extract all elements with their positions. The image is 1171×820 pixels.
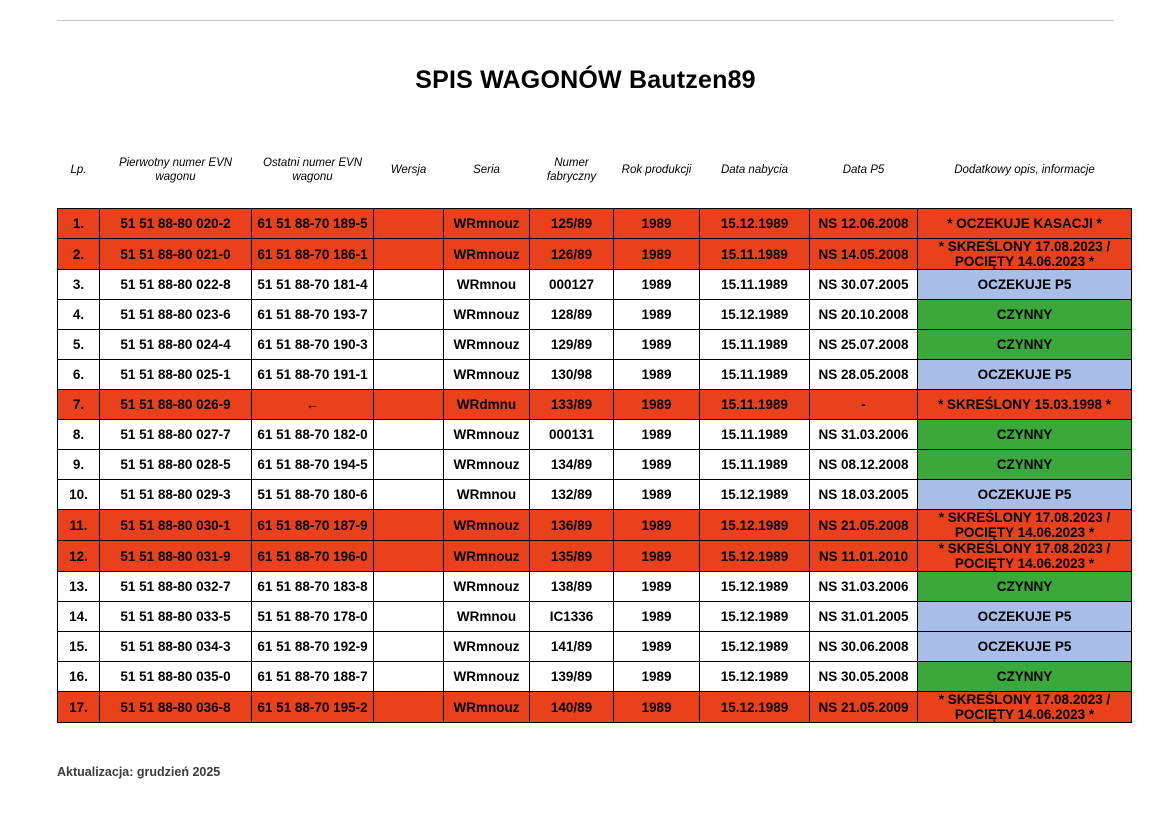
cell-data-nabycia: 15.12.1989 (700, 692, 810, 723)
cell-numer-fabryczny: 132/89 (530, 480, 614, 510)
cell-lp: 4. (58, 300, 100, 330)
cell-seria: WRmnouz (444, 662, 530, 692)
table-row (58, 632, 1132, 662)
cell-rok-produkcji: 1989 (614, 572, 700, 602)
cell-last-evn: 61 51 88-70 186-1 (252, 239, 374, 270)
cell-last-evn: 61 51 88-70 195-2 (252, 692, 374, 723)
wagon-table (57, 136, 1132, 723)
cell-first-evn: 51 51 88-80 033-5 (100, 602, 252, 632)
column-header-wersja: Wersja (390, 163, 427, 176)
cell-opis: * OCZEKUJE KASACJI * (918, 209, 1132, 239)
cell-seria: WRmnouz (444, 510, 530, 541)
column-header-rok-produkcji: Rok produkcji (621, 163, 692, 176)
cell-data-nabycia: 15.11.1989 (700, 450, 810, 480)
cell-data-p5: NS 20.10.2008 (810, 300, 918, 330)
cell-numer-fabryczny: 000127 (530, 270, 614, 300)
column-header-lp: Lp. (70, 163, 87, 176)
cell-seria: WRmnou (444, 270, 530, 300)
cell-rok-produkcji: 1989 (614, 270, 700, 300)
cell-numer-fabryczny: 000131 (530, 420, 614, 450)
cell-rok-produkcji: 1989 (614, 662, 700, 692)
table-row (58, 330, 1132, 360)
cell-wersja (374, 450, 444, 480)
cell-last-evn: 61 51 88-70 193-7 (252, 300, 374, 330)
cell-lp: 1. (58, 209, 100, 239)
cell-first-evn: 51 51 88-80 036-8 (100, 692, 252, 723)
cell-rok-produkcji: 1989 (614, 632, 700, 662)
cell-data-nabycia: 15.12.1989 (700, 510, 810, 541)
cell-data-p5: NS 08.12.2008 (810, 450, 918, 480)
cell-first-evn: 51 51 88-80 021-0 (100, 239, 252, 270)
cell-rok-produkcji: 1989 (614, 390, 700, 420)
column-header-opis: Dodatkowy opis, informacje (954, 163, 1095, 176)
wagon-table-container (57, 136, 1131, 723)
cell-data-nabycia: 15.11.1989 (700, 360, 810, 390)
cell-wersja (374, 541, 444, 572)
cell-numer-fabryczny: 134/89 (530, 450, 614, 480)
cell-wersja (374, 270, 444, 300)
cell-rok-produkcji: 1989 (614, 300, 700, 330)
cell-first-evn: 51 51 88-80 032-7 (100, 572, 252, 602)
table-row (58, 692, 1132, 723)
cell-seria: WRmnouz (444, 360, 530, 390)
cell-rok-produkcji: 1989 (614, 602, 700, 632)
cell-lp: 6. (58, 360, 100, 390)
cell-numer-fabryczny: 126/89 (530, 239, 614, 270)
cell-first-evn: 51 51 88-80 027-7 (100, 420, 252, 450)
cell-first-evn: 51 51 88-80 024-4 (100, 330, 252, 360)
cell-data-nabycia: 15.12.1989 (700, 541, 810, 572)
cell-last-evn: 51 51 88-70 180-6 (252, 480, 374, 510)
cell-seria: WRmnouz (444, 572, 530, 602)
cell-rok-produkcji: 1989 (614, 360, 700, 390)
table-row (58, 450, 1132, 480)
cell-opis: OCZEKUJE P5 (918, 360, 1132, 390)
cell-lp: 9. (58, 450, 100, 480)
cell-rok-produkcji: 1989 (614, 541, 700, 572)
cell-data-p5: NS 31.03.2006 (810, 572, 918, 602)
cell-numer-fabryczny: IC1336 (530, 602, 614, 632)
cell-data-p5: NS 30.07.2005 (810, 270, 918, 300)
cell-data-p5: NS 14.05.2008 (810, 239, 918, 270)
cell-opis: OCZEKUJE P5 (918, 480, 1132, 510)
cell-seria: WRmnouz (444, 330, 530, 360)
cell-data-p5: NS 21.05.2008 (810, 510, 918, 541)
cell-seria: WRmnou (444, 602, 530, 632)
cell-wersja (374, 662, 444, 692)
table-row (58, 602, 1132, 632)
cell-data-p5: NS 28.05.2008 (810, 360, 918, 390)
cell-wersja (374, 360, 444, 390)
cell-wersja (374, 572, 444, 602)
cell-lp: 13. (58, 572, 100, 602)
cell-opis: OCZEKUJE P5 (918, 602, 1132, 632)
table-row (58, 662, 1132, 692)
cell-rok-produkcji: 1989 (614, 209, 700, 239)
cell-numer-fabryczny: 141/89 (530, 632, 614, 662)
cell-opis: CZYNNY (918, 300, 1132, 330)
cell-first-evn: 51 51 88-80 031-9 (100, 541, 252, 572)
cell-rok-produkcji: 1989 (614, 330, 700, 360)
cell-data-nabycia: 15.12.1989 (700, 572, 810, 602)
cell-wersja (374, 209, 444, 239)
cell-data-p5: NS 31.01.2005 (810, 602, 918, 632)
cell-last-evn: 51 51 88-70 181-4 (252, 270, 374, 300)
cell-data-nabycia: 15.11.1989 (700, 420, 810, 450)
top-divider (57, 20, 1114, 21)
cell-first-evn: 51 51 88-80 030-1 (100, 510, 252, 541)
cell-numer-fabryczny: 125/89 (530, 209, 614, 239)
cell-rok-produkcji: 1989 (614, 420, 700, 450)
cell-last-evn: 61 51 88-70 190-3 (252, 330, 374, 360)
cell-data-p5: NS 30.06.2008 (810, 632, 918, 662)
cell-data-p5: NS 18.03.2005 (810, 480, 918, 510)
cell-opis: CZYNNY (918, 420, 1132, 450)
cell-numer-fabryczny: 130/98 (530, 360, 614, 390)
cell-numer-fabryczny: 133/89 (530, 390, 614, 420)
cell-rok-produkcji: 1989 (614, 480, 700, 510)
cell-lp: 14. (58, 602, 100, 632)
cell-data-nabycia: 15.12.1989 (700, 209, 810, 239)
cell-lp: 3. (58, 270, 100, 300)
cell-seria: WRmnouz (444, 300, 530, 330)
cell-numer-fabryczny: 135/89 (530, 541, 614, 572)
cell-wersja (374, 239, 444, 270)
cell-data-nabycia: 15.11.1989 (700, 270, 810, 300)
page-title: SPIS WAGONÓW Bautzen89 (415, 66, 756, 94)
cell-lp: 8. (58, 420, 100, 450)
cell-wersja (374, 510, 444, 541)
cell-last-evn: 61 51 88-70 196-0 (252, 541, 374, 572)
cell-rok-produkcji: 1989 (614, 450, 700, 480)
cell-data-nabycia: 15.11.1989 (700, 390, 810, 420)
cell-lp: 11. (58, 510, 100, 541)
cell-numer-fabryczny: 136/89 (530, 510, 614, 541)
cell-opis: OCZEKUJE P5 (918, 632, 1132, 662)
cell-data-p5: - (810, 390, 918, 420)
table-row (58, 572, 1132, 602)
cell-wersja (374, 330, 444, 360)
table-row (58, 541, 1132, 572)
cell-lp: 16. (58, 662, 100, 692)
column-header-first-evn: Pierwotny numer EVN wagonu (118, 156, 233, 183)
cell-last-evn: 61 51 88-70 189-5 (252, 209, 374, 239)
cell-seria: WRmnouz (444, 239, 530, 270)
cell-seria: WRmnouz (444, 541, 530, 572)
table-row (58, 209, 1132, 239)
cell-last-evn: 61 51 88-70 192-9 (252, 632, 374, 662)
cell-opis: CZYNNY (918, 450, 1132, 480)
table-row (58, 360, 1132, 390)
column-header-data-nabycia: Data nabycia (720, 163, 789, 176)
cell-first-evn: 51 51 88-80 029-3 (100, 480, 252, 510)
cell-wersja (374, 390, 444, 420)
cell-opis: * SKREŚLONY 17.08.2023 / POCIĘTY 14.06.2023 * (918, 692, 1132, 723)
cell-last-evn: 61 51 88-70 183-8 (252, 572, 374, 602)
cell-last-evn: 61 51 88-70 188-7 (252, 662, 374, 692)
cell-numer-fabryczny: 128/89 (530, 300, 614, 330)
cell-seria: WRdmnu (444, 390, 530, 420)
cell-first-evn: 51 51 88-80 034-3 (100, 632, 252, 662)
cell-rok-produkcji: 1989 (614, 692, 700, 723)
cell-first-evn: 51 51 88-80 020-2 (100, 209, 252, 239)
cell-data-p5: NS 12.06.2008 (810, 209, 918, 239)
cell-data-nabycia: 15.12.1989 (700, 662, 810, 692)
cell-opis: * SKREŚLONY 17.08.2023 / POCIĘTY 14.06.2023 * (918, 510, 1132, 541)
cell-seria: WRmnouz (444, 209, 530, 239)
cell-data-p5: NS 30.05.2008 (810, 662, 918, 692)
column-header-numer-fabryczny: Numer fabryczny (546, 156, 597, 183)
cell-lp: 17. (58, 692, 100, 723)
cell-data-p5: NS 21.05.2009 (810, 692, 918, 723)
cell-lp: 2. (58, 239, 100, 270)
cell-data-nabycia: 15.11.1989 (700, 239, 810, 270)
table-row (58, 480, 1132, 510)
cell-wersja (374, 420, 444, 450)
table-header (58, 136, 1132, 209)
cell-numer-fabryczny: 129/89 (530, 330, 614, 360)
cell-wersja (374, 480, 444, 510)
column-header-seria: Seria (473, 163, 500, 176)
cell-data-nabycia: 15.12.1989 (700, 480, 810, 510)
cell-numer-fabryczny: 139/89 (530, 662, 614, 692)
cell-first-evn: 51 51 88-80 026-9 (100, 390, 252, 420)
table-body (58, 209, 1132, 723)
cell-seria: WRmnouz (444, 450, 530, 480)
cell-lp: 10. (58, 480, 100, 510)
cell-last-evn: 61 51 88-70 182-0 (252, 420, 374, 450)
table-row (58, 390, 1132, 420)
cell-data-nabycia: 15.12.1989 (700, 602, 810, 632)
cell-first-evn: 51 51 88-80 022-8 (100, 270, 252, 300)
cell-last-evn: 61 51 88-70 191-1 (252, 360, 374, 390)
cell-first-evn: 51 51 88-80 025-1 (100, 360, 252, 390)
cell-opis: CZYNNY (918, 330, 1132, 360)
cell-first-evn: 51 51 88-80 028-5 (100, 450, 252, 480)
cell-opis: OCZEKUJE P5 (918, 270, 1132, 300)
cell-data-p5: NS 25.07.2008 (810, 330, 918, 360)
table-row (58, 239, 1132, 270)
column-header-last-evn: Ostatni numer EVN wagonu (262, 156, 363, 183)
cell-first-evn: 51 51 88-80 035-0 (100, 662, 252, 692)
column-header-data-p5: Data P5 (842, 163, 885, 176)
table-row (58, 420, 1132, 450)
cell-opis: * SKREŚLONY 15.03.1998 * (918, 390, 1132, 420)
cell-opis: CZYNNY (918, 572, 1132, 602)
cell-wersja (374, 300, 444, 330)
cell-opis: CZYNNY (918, 662, 1132, 692)
cell-last-evn: ← (252, 390, 374, 420)
cell-last-evn: 51 51 88-70 178-0 (252, 602, 374, 632)
cell-wersja (374, 602, 444, 632)
cell-seria: WRmnouz (444, 420, 530, 450)
cell-seria: WRmnou (444, 480, 530, 510)
cell-last-evn: 61 51 88-70 187-9 (252, 510, 374, 541)
cell-data-p5: NS 31.03.2006 (810, 420, 918, 450)
cell-last-evn: 61 51 88-70 194-5 (252, 450, 374, 480)
cell-numer-fabryczny: 140/89 (530, 692, 614, 723)
cell-lp: 15. (58, 632, 100, 662)
cell-lp: 5. (58, 330, 100, 360)
cell-rok-produkcji: 1989 (614, 510, 700, 541)
cell-wersja (374, 692, 444, 723)
table-row (58, 300, 1132, 330)
cell-numer-fabryczny: 138/89 (530, 572, 614, 602)
cell-first-evn: 51 51 88-80 023-6 (100, 300, 252, 330)
table-row (58, 510, 1132, 541)
cell-data-p5: NS 11.01.2010 (810, 541, 918, 572)
cell-data-nabycia: 15.12.1989 (700, 632, 810, 662)
cell-opis: * SKREŚLONY 17.08.2023 / POCIĘTY 14.06.2023 * (918, 239, 1132, 270)
cell-rok-produkcji: 1989 (614, 239, 700, 270)
cell-data-nabycia: 15.12.1989 (700, 300, 810, 330)
cell-data-nabycia: 15.11.1989 (700, 330, 810, 360)
cell-lp: 7. (58, 390, 100, 420)
cell-lp: 12. (58, 541, 100, 572)
table-row (58, 270, 1132, 300)
cell-seria: WRmnouz (444, 692, 530, 723)
table-header-row (58, 136, 1132, 209)
update-note: Aktualizacja: grudzień 2025 (57, 765, 221, 779)
cell-opis: * SKREŚLONY 17.08.2023 / POCIĘTY 14.06.2023 * (918, 541, 1132, 572)
cell-seria: WRmnouz (444, 632, 530, 662)
cell-wersja (374, 632, 444, 662)
